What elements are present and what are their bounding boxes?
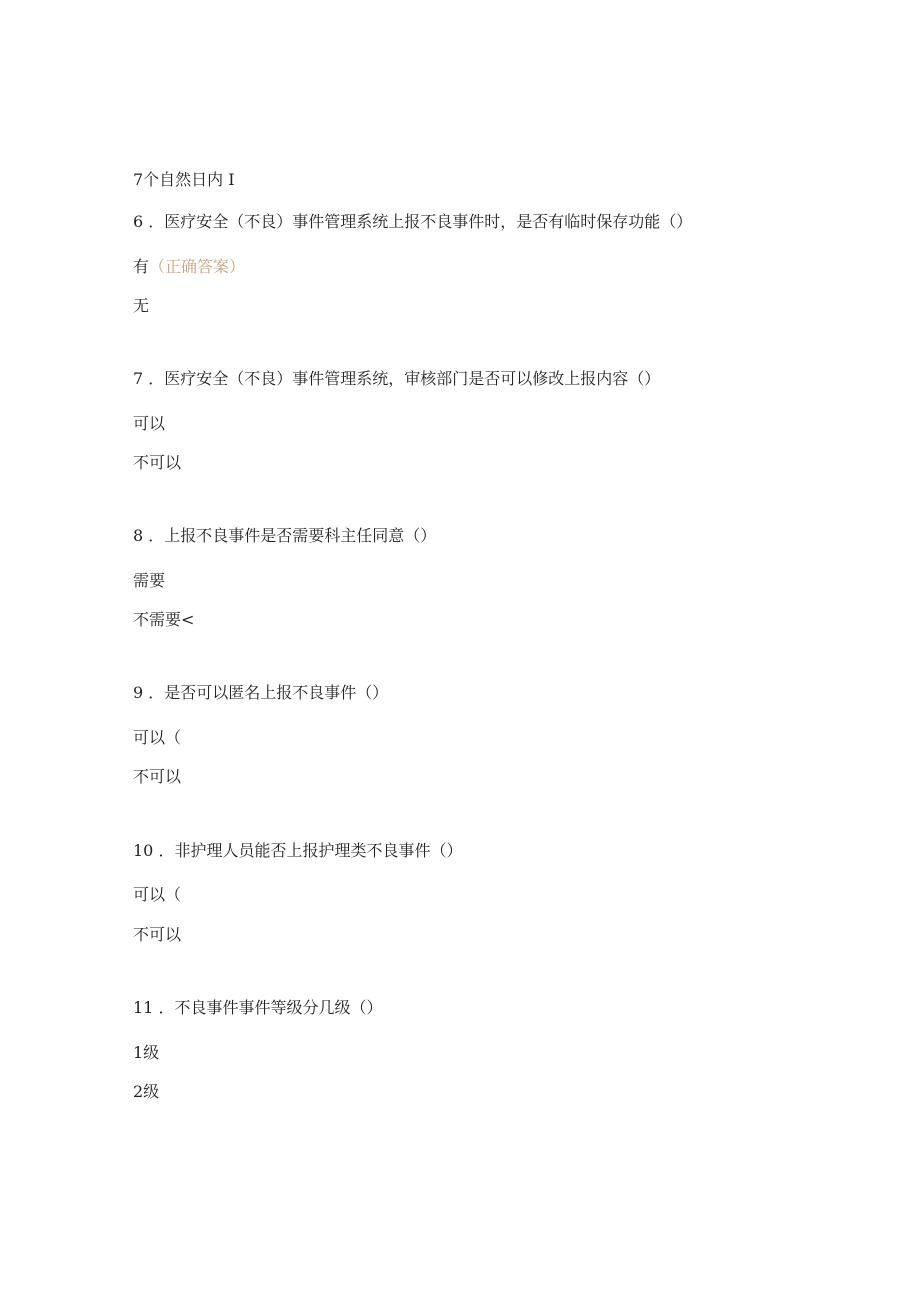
option-7a: 可以 (133, 414, 166, 433)
option-7b: 不可以 (133, 453, 182, 472)
question-10: 10 ．非护理人员能否上报护理类不良事件（） (133, 841, 463, 860)
option-9b: 不可以 (133, 767, 182, 786)
correct-answer-note: （正确答案） (149, 257, 246, 276)
question-11: 11 ．不良事件事件等级分几级（） (133, 998, 383, 1017)
option-8b: 不需要< (133, 610, 195, 629)
question-6: 6 ．医疗安全（不良）事件管理系统上报不良事件时，是否有临时保存功能（） (133, 212, 693, 231)
option-10b: 不可以 (133, 925, 182, 944)
option-10a: 可以（ (133, 885, 182, 904)
option-9a: 可以（ (133, 728, 182, 747)
option-11a: 1级 (133, 1043, 160, 1062)
question-7: 7 ．医疗安全（不良）事件管理系统，审核部门是否可以修改上报内容（） (133, 369, 661, 388)
question-9: 9 ．是否可以匿名上报不良事件（） (133, 683, 389, 702)
option-6a (133, 257, 245, 277)
fragment-text: 7个自然日内 I (133, 170, 235, 189)
option-8a: 需要 (133, 571, 166, 590)
option-11b: 2级 (133, 1082, 160, 1101)
option-6b: 无 (133, 296, 150, 315)
option-text: 有 (133, 257, 150, 276)
question-8: 8 ．上报不良事件是否需要科主任同意（） (133, 526, 437, 545)
